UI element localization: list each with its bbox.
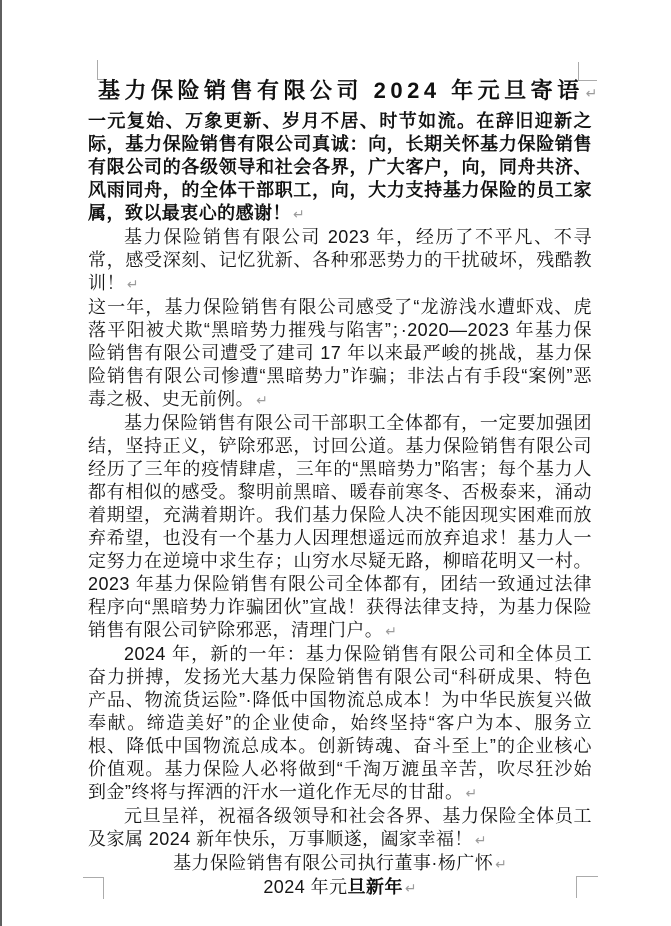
- paragraph-2023-review: [88, 226, 592, 412]
- paragraph-unity: [88, 412, 592, 643]
- paragraph-mark-icon: ↵: [256, 392, 268, 408]
- date-line: [88, 876, 592, 900]
- date-line-prefix: 2024 年元: [263, 877, 348, 897]
- paragraph-mark-icon: ↵: [404, 880, 417, 896]
- paragraph-blessing-text: 元旦呈祥，祝福各级领导和社会各界、基力保险全体员工及家属 2024 新年快乐，万事顺遂，阖家幸福！: [88, 806, 592, 849]
- signature-text: 基力保险销售有限公司执行董事·杨广怀: [173, 853, 494, 873]
- paragraph-2024-outlook-text: 2024 年，新的一年：基力保险销售有限公司和全体员工奋力拼搏，发扬光大基力保险销售有限公司“科研成果、特色产品、物流货运险”·降低中国物流总成本！为中华民族复兴做奉献。缔造美好”的企业使命，始终坚持“客户为本、服务立根、降低中国物流总成本。创新铸魂、奋斗至上”的企业核心价值观。基力保险人必将做到“千淘万漉虽辛苦，吹尽狂沙始到金”终将与挥洒的汗水一道化作无尽的甘甜。: [88, 644, 592, 802]
- paragraph-mark-icon: ↵: [585, 85, 598, 101]
- paragraph-greeting: [88, 110, 592, 226]
- paragraph-mark-icon: ↵: [465, 785, 478, 801]
- text-editing-area[interactable]: [88, 74, 598, 900]
- paragraph-2023-review-part2: 这一年，基力保险销售有限公司感受了“龙游浅水遭虾戏、虎落平阳被犬欺“黑暗势力摧残与陷害”；·2020—2023 年基力保险销售有限公司遭受了建司 17 年以来最严峻的挑战，基力保险销售有限公司惨遭“黑暗势力”诈骗；非法占有手段“案例”恶毒之极、史无前例。: [88, 297, 592, 409]
- document-title: [98, 74, 598, 110]
- paragraph-mark-icon: ↵: [292, 206, 305, 222]
- document-title-text: 基力保险销售有限公司 2024 年元旦寄语: [98, 78, 584, 103]
- paragraph-greeting-text: 一元复始、万象更新、岁月不居、时节如流。在辞旧迎新之际，基力保险销售有限公司真诚：向，长期关怀基力保险销售有限公司的各级领导和社会各界，广大客户，向，同舟共济、风雨同舟，的全体干部职工，向，大力支持基力保险的员工家属，致以最衷心的感谢！: [88, 111, 592, 223]
- paragraph-mark-icon: ↵: [474, 832, 487, 848]
- paragraph-blessing: [88, 805, 592, 852]
- paragraph-unity-text: 基力保险销售有限公司干部职工全体都有，一定要加强团结，坚持正义，铲除邪恶，讨回公道。基力保险销售有限公司经历了三年的疫情肆虐，三年的“黑暗势力”陷害；每个基力人都有相似的感受。黎明前黑暗、暖春前寒冬、否极泰来，涌动着期望，充满着期许。我们基力保险人决不能因现实困难而放弃希望，也没有一个基力人因理想遥远而放弃追求！基力人一定努力在逆境中求生存；山穷水尽疑无路，柳暗花明又一村。2023 年基力保险销售有限公司全体都有，团结一致通过法律程序向“黑暗势力诈骗团伙”宣战！获得法律支持，为基力保险销售有限公司铲除邪恶，清理门户。: [88, 413, 592, 640]
- page-left-edge: [0, 0, 2, 926]
- date-line-bold: 旦新年: [347, 877, 403, 897]
- line-break-mark-icon: ↵: [126, 276, 139, 292]
- paragraph-2023-review-part1: 基力保险销售有限公司 2023 年，经历了不平凡、不寻常，感受深刻、记忆犹新、各种邪恶势力的干扰破坏，残酷教训！: [88, 227, 592, 293]
- paragraph-2024-outlook: [88, 643, 592, 805]
- signature-line: [88, 852, 592, 876]
- paragraph-mark-icon: ↵: [385, 623, 397, 639]
- paragraph-mark-icon: ↵: [495, 856, 507, 872]
